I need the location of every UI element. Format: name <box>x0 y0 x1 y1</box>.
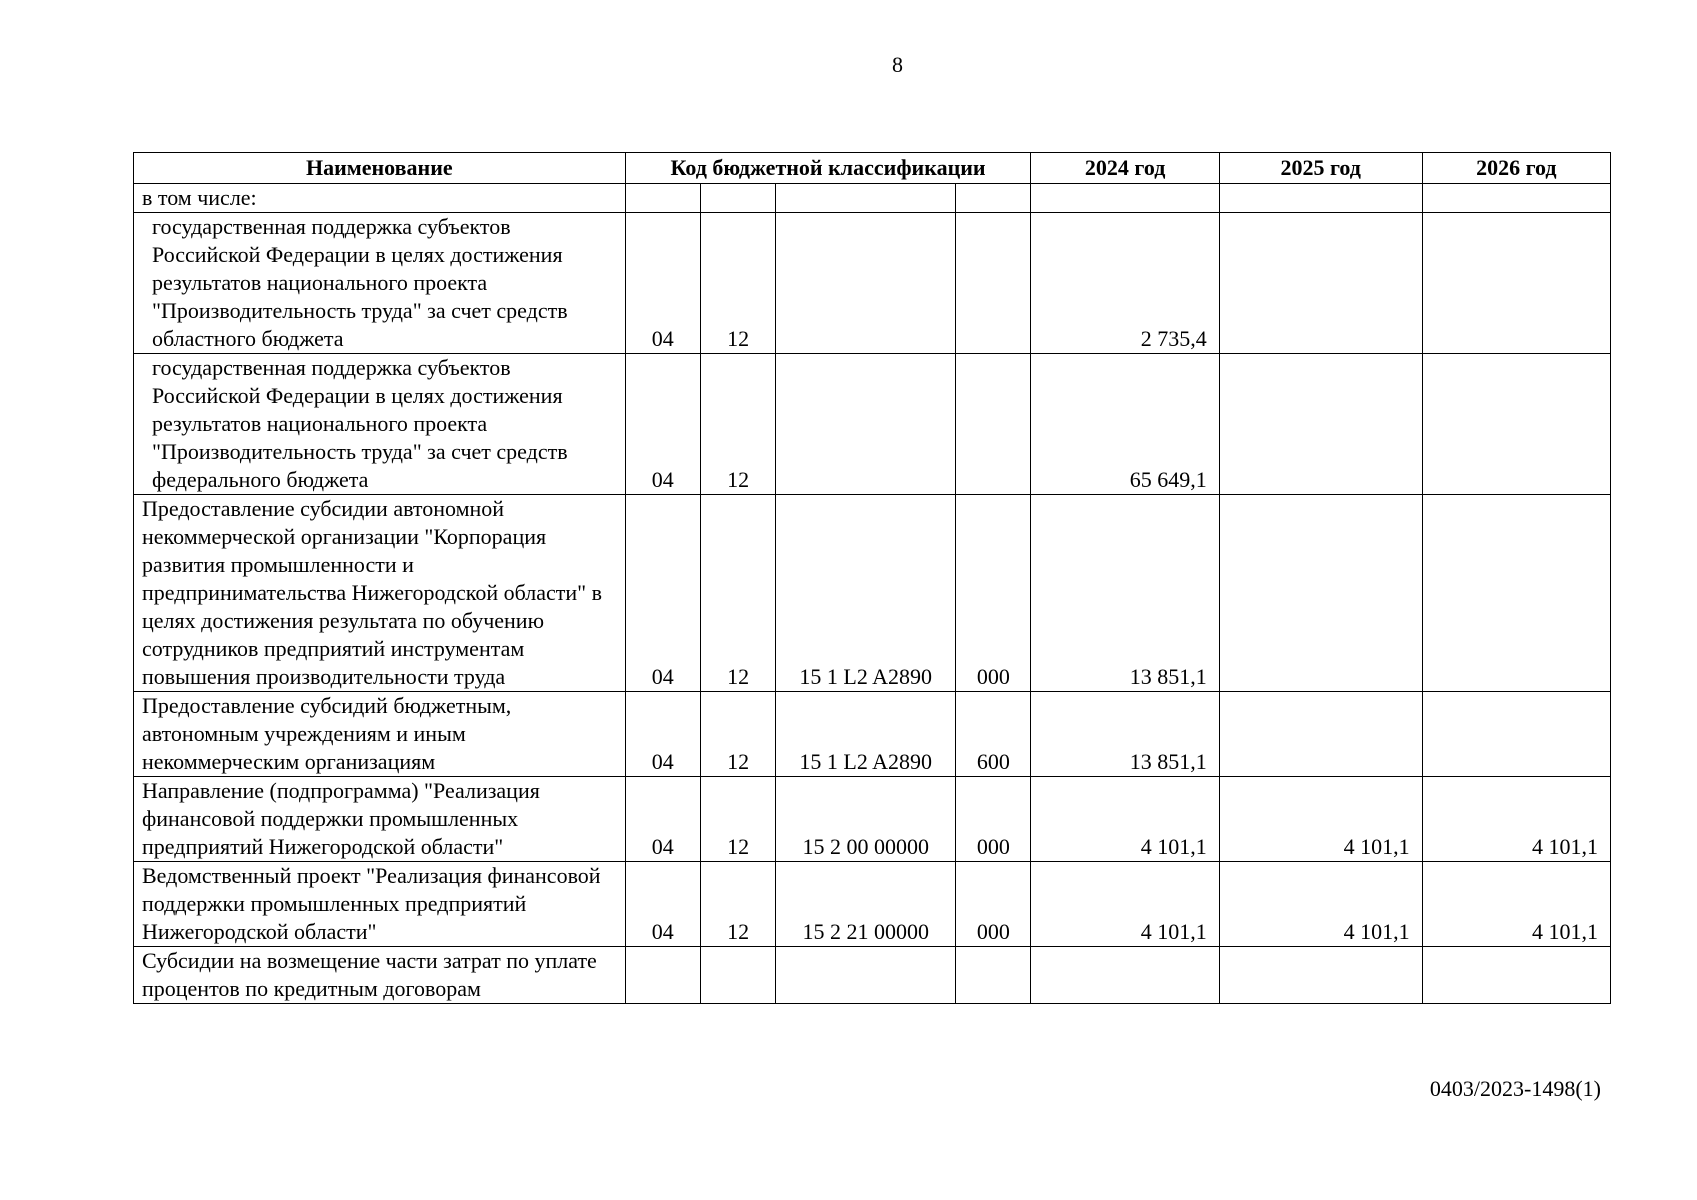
row-subsection: 12 <box>700 777 775 862</box>
row-expense: 000 <box>956 862 1031 947</box>
table-header-row <box>134 153 1611 184</box>
row-name: Субсидии на возмещение части затрат по уплате процентов по кредитным договорам <box>134 947 626 1004</box>
row-subsection: 12 <box>700 213 775 354</box>
row-name: государственная поддержка субъектов Российской Федерации в целях достижения результатов национального проекта "Производительность труда" за счет средств областного бюджета <box>134 213 626 354</box>
table-row <box>134 213 1611 354</box>
table-row <box>134 692 1611 777</box>
row-2024: 4 101,1 <box>1031 862 1219 947</box>
row-section: 04 <box>625 692 700 777</box>
row-expense: 000 <box>956 495 1031 692</box>
table-row <box>134 947 1611 1004</box>
row-expense <box>956 184 1031 213</box>
row-subsection <box>700 947 775 1004</box>
row-2026: 4 101,1 <box>1422 777 1610 862</box>
row-section: 04 <box>625 495 700 692</box>
row-2025 <box>1219 947 1422 1004</box>
row-section: 04 <box>625 213 700 354</box>
row-subsection: 12 <box>700 495 775 692</box>
row-name: в том числе: <box>134 184 626 213</box>
row-subsection: 12 <box>700 862 775 947</box>
header-name: Наименование <box>134 153 626 184</box>
row-2025 <box>1219 692 1422 777</box>
row-name: Направление (подпрограмма) "Реализация финансовой поддержки промышленных предприятий Нижегородской области" <box>134 777 626 862</box>
row-target: 15 2 21 00000 <box>776 862 956 947</box>
table-row <box>134 495 1611 692</box>
row-target <box>776 184 956 213</box>
row-2025 <box>1219 495 1422 692</box>
row-name: Предоставление субсидии автономной некоммерческой организации "Корпорация развития промышленности и предпринимательства Нижегородской области" в целях достижения результата по обучению сотрудников предприятий инструментам повышения производительности труда <box>134 495 626 692</box>
row-2026 <box>1422 947 1610 1004</box>
row-target: 15 1 L2 A2890 <box>776 692 956 777</box>
page-number: 8 <box>892 52 903 77</box>
row-2025 <box>1219 354 1422 495</box>
row-section <box>625 184 700 213</box>
row-subsection: 12 <box>700 692 775 777</box>
row-section: 04 <box>625 354 700 495</box>
row-name: государственная поддержка субъектов Российской Федерации в целях достижения результатов национального проекта "Производительность труда" за счет средств федерального бюджета <box>134 354 626 495</box>
table-row <box>134 862 1611 947</box>
row-expense: 000 <box>956 777 1031 862</box>
row-subsection: 12 <box>700 354 775 495</box>
row-2026 <box>1422 495 1610 692</box>
row-target: 15 2 00 00000 <box>776 777 956 862</box>
table-row <box>134 354 1611 495</box>
row-2025: 4 101,1 <box>1219 777 1422 862</box>
row-section <box>625 947 700 1004</box>
row-section: 04 <box>625 862 700 947</box>
row-expense <box>956 947 1031 1004</box>
row-target: 15 1 L2 A2890 <box>776 495 956 692</box>
row-2025: 4 101,1 <box>1219 862 1422 947</box>
header-2025: 2025 год <box>1219 153 1422 184</box>
row-2026 <box>1422 184 1610 213</box>
row-2026 <box>1422 354 1610 495</box>
row-2024 <box>1031 947 1219 1004</box>
row-2024: 4 101,1 <box>1031 777 1219 862</box>
document-reference-number: 0403/2023-1498(1) <box>1429 1076 1601 1101</box>
budget-table <box>133 152 1611 1004</box>
row-name: Ведомственный проект "Реализация финансовой поддержки промышленных предприятий Нижегородской области" <box>134 862 626 947</box>
row-target <box>776 354 956 495</box>
row-2025 <box>1219 184 1422 213</box>
table-row <box>134 184 1611 213</box>
header-2024: 2024 год <box>1031 153 1219 184</box>
row-expense: 600 <box>956 692 1031 777</box>
row-expense <box>956 213 1031 354</box>
row-2026 <box>1422 213 1610 354</box>
row-2025 <box>1219 213 1422 354</box>
row-2026 <box>1422 692 1610 777</box>
row-2024: 13 851,1 <box>1031 692 1219 777</box>
row-target <box>776 213 956 354</box>
table-row <box>134 777 1611 862</box>
row-expense <box>956 354 1031 495</box>
row-target <box>776 947 956 1004</box>
row-2024: 2 735,4 <box>1031 213 1219 354</box>
row-subsection <box>700 184 775 213</box>
row-2024 <box>1031 184 1219 213</box>
row-2024: 65 649,1 <box>1031 354 1219 495</box>
row-name: Предоставление субсидий бюджетным, автономным учреждениям и иным некоммерческим организациям <box>134 692 626 777</box>
row-section: 04 <box>625 777 700 862</box>
header-code: Код бюджетной классификации <box>625 153 1031 184</box>
row-2026: 4 101,1 <box>1422 862 1610 947</box>
header-2026: 2026 год <box>1422 153 1610 184</box>
row-2024: 13 851,1 <box>1031 495 1219 692</box>
